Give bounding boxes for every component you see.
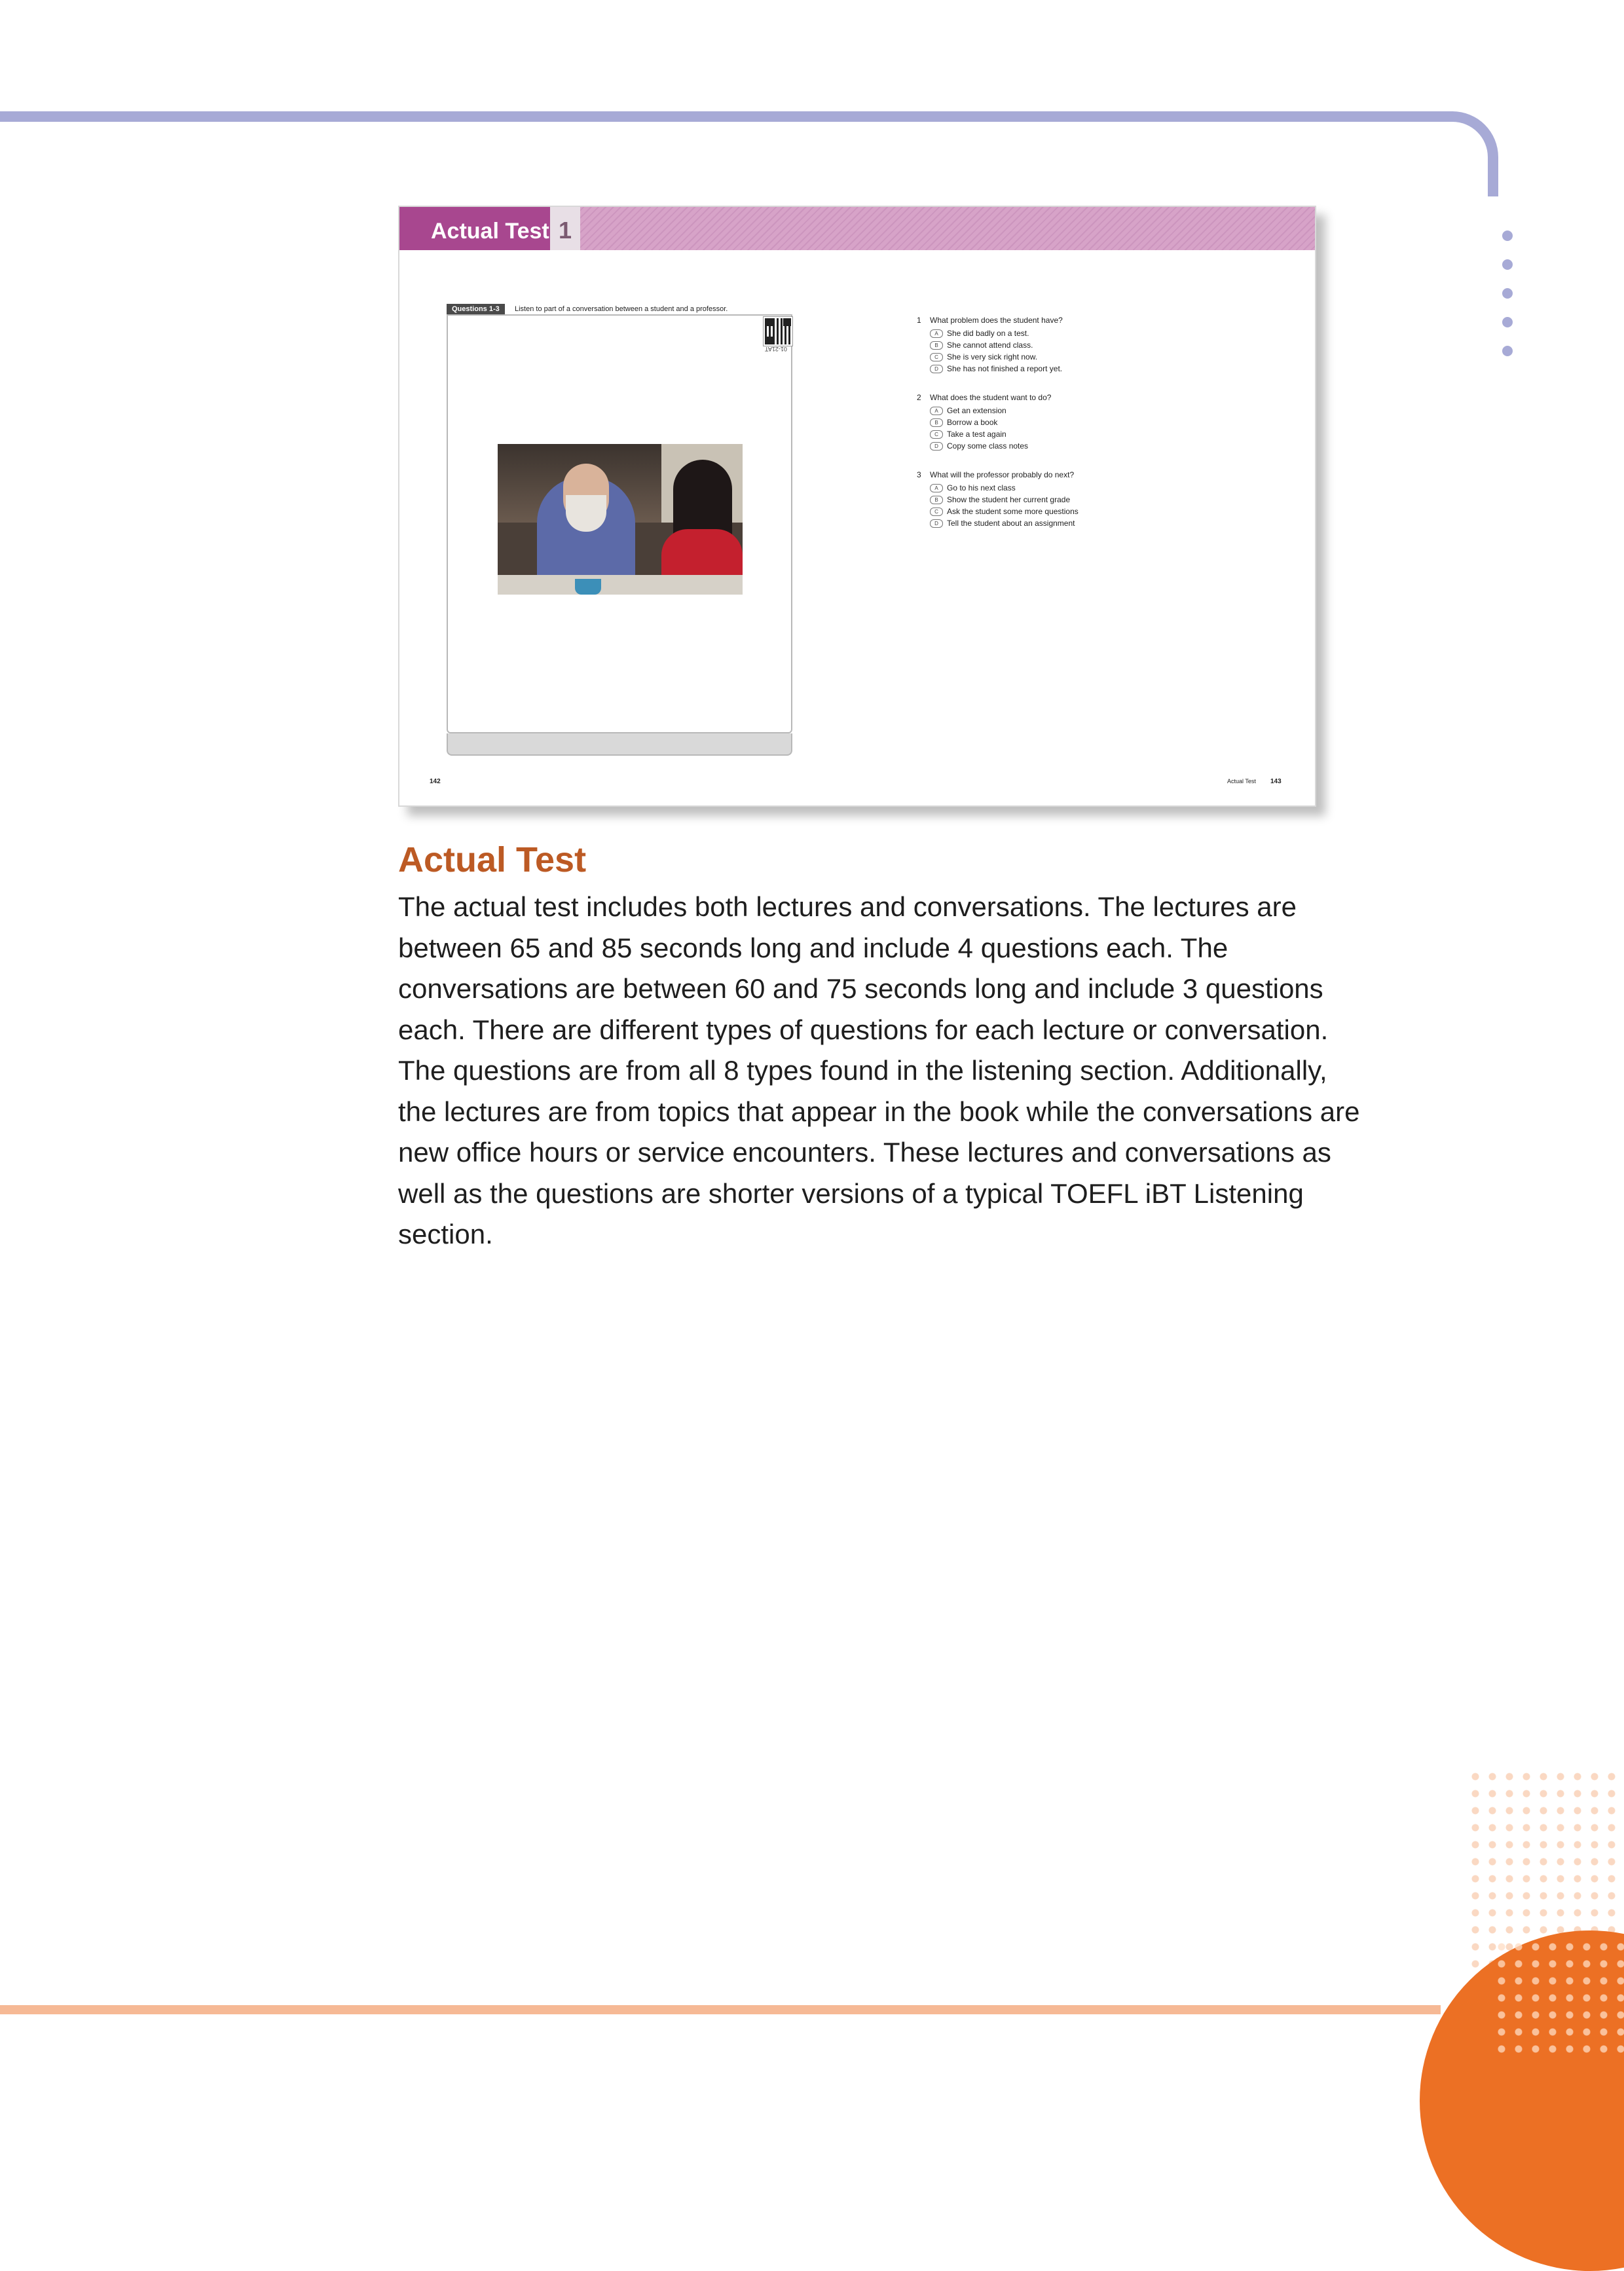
option-letter-icon: D bbox=[930, 442, 943, 451]
answer-option[interactable] bbox=[930, 341, 1283, 350]
option-letter-icon: D bbox=[930, 365, 943, 373]
option-text: She did badly on a test. bbox=[947, 329, 1029, 338]
option-text: Copy some class notes bbox=[947, 441, 1029, 451]
page-running-head: Actual Test bbox=[1227, 778, 1256, 785]
qr-code-icon bbox=[764, 317, 792, 346]
decor-dot bbox=[1502, 231, 1513, 241]
option-letter-icon: A bbox=[930, 484, 943, 492]
audio-track-code: 01-21AT bbox=[765, 346, 787, 352]
answer-option[interactable] bbox=[930, 430, 1283, 439]
question-text: What will the professor probably do next? bbox=[930, 470, 1075, 479]
question-number: 3 bbox=[917, 470, 921, 479]
option-letter-icon: B bbox=[930, 341, 943, 350]
top-decor-line-end bbox=[1480, 196, 1519, 288]
option-text: Go to his next class bbox=[947, 483, 1016, 492]
page-number-left: 142 bbox=[430, 778, 441, 785]
option-text: She cannot attend class. bbox=[947, 341, 1033, 350]
bottom-decor-line bbox=[0, 2005, 1441, 2014]
option-letter-icon: A bbox=[930, 407, 943, 415]
question-text: What does the student want to do? bbox=[930, 393, 1052, 402]
option-letter-icon: A bbox=[930, 329, 943, 338]
option-text: Ask the student some more questions bbox=[947, 507, 1079, 516]
answer-option[interactable] bbox=[930, 329, 1283, 338]
answer-option[interactable] bbox=[930, 364, 1283, 373]
option-text: Borrow a book bbox=[947, 418, 998, 427]
question-number: 1 bbox=[917, 316, 921, 325]
option-letter-icon: C bbox=[930, 508, 943, 516]
question-text: What problem does the student have? bbox=[930, 316, 1063, 325]
decor-dot-pattern-overlay bbox=[1493, 1938, 1624, 2056]
questions-label: Questions 1-3 bbox=[447, 304, 505, 314]
section-title: Actual Test bbox=[398, 840, 587, 879]
answer-option[interactable] bbox=[930, 495, 1283, 504]
option-text: Show the student her current grade bbox=[947, 495, 1071, 504]
book-spread-preview bbox=[398, 206, 1316, 807]
answer-option[interactable] bbox=[930, 418, 1283, 427]
question-item bbox=[917, 393, 1283, 451]
listening-instruction: Listen to part of a conversation between a student and a professor. bbox=[515, 305, 728, 313]
question-item bbox=[917, 470, 1283, 528]
option-letter-icon: B bbox=[930, 418, 943, 427]
answer-option[interactable] bbox=[930, 441, 1283, 451]
answer-option[interactable] bbox=[930, 519, 1283, 528]
decor-dot bbox=[1502, 346, 1513, 356]
conversation-photo bbox=[498, 444, 743, 595]
answer-option[interactable] bbox=[930, 352, 1283, 361]
question-number: 2 bbox=[917, 393, 921, 402]
decor-dot bbox=[1502, 259, 1513, 270]
option-text: Take a test again bbox=[947, 430, 1006, 439]
answer-option[interactable] bbox=[930, 406, 1283, 415]
audio-player-bar bbox=[447, 733, 792, 756]
option-letter-icon: C bbox=[930, 353, 943, 361]
option-text: She is very sick right now. bbox=[947, 352, 1038, 361]
answer-option[interactable] bbox=[930, 507, 1283, 516]
decor-dot bbox=[1502, 317, 1513, 327]
page-number-right: 143 bbox=[1270, 778, 1282, 785]
option-letter-icon: B bbox=[930, 496, 943, 504]
option-text: Get an extension bbox=[947, 406, 1006, 415]
option-letter-icon: C bbox=[930, 430, 943, 439]
section-body: The actual test includes both lectures and conversations. The lectures are between 65 and 85 seconds long and include 4 questions each. The conversations are between 60 and 75 seconds long and include 3 questions each. There are different types of questions for each lecture or conversation. The questions are from all 8 types found in the listening section. Additionally, the lectures are from topics that appear in the book while the conversations are new office hours or service encounters. These lectures and conversations as well as the questions are shorter versions of a typical TOEFL iBT Listening section. bbox=[398, 891, 1360, 1249]
spread-header-number: 1 bbox=[550, 207, 580, 250]
option-letter-icon: D bbox=[930, 519, 943, 528]
question-item bbox=[917, 316, 1283, 373]
option-text: She has not finished a report yet. bbox=[947, 364, 1063, 373]
spread-header-title: Actual Test bbox=[399, 207, 550, 250]
question-list bbox=[917, 316, 1283, 547]
answer-option[interactable] bbox=[930, 483, 1283, 492]
decor-dot bbox=[1502, 288, 1513, 299]
option-text: Tell the student about an assignment bbox=[947, 519, 1075, 528]
